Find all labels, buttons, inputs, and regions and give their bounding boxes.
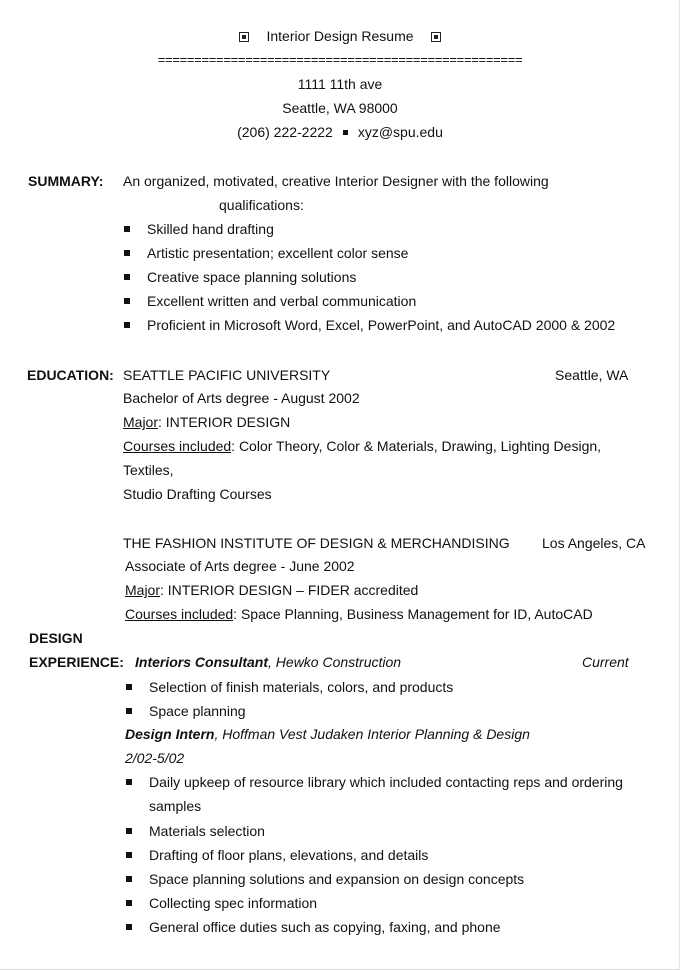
bullet-icon	[126, 900, 132, 906]
job-dates: 2/02-5/02	[125, 750, 185, 766]
job-title: Design Intern	[125, 726, 215, 742]
major-value: : INTERIOR DESIGN	[158, 414, 291, 430]
duty-item: Drafting of floor plans, elevations, and details	[149, 847, 429, 863]
qualification-item: Proficient in Microsoft Word, Excel, PowerPoint, and AutoCAD 2000 & 2002	[147, 317, 616, 333]
courses-line	[123, 437, 601, 455]
bullet-icon	[124, 250, 130, 256]
bullet-icon	[124, 322, 130, 328]
school-location: Los Angeles, CA	[542, 535, 646, 551]
bullet-icon	[126, 924, 132, 930]
degree: Associate of Arts degree - June 2002	[125, 558, 355, 574]
job-title: Interiors Consultant	[135, 654, 269, 670]
duty-item: Selection of finish materials, colors, and products	[149, 679, 454, 695]
major-line	[125, 581, 418, 599]
courses-label: Courses included	[125, 606, 234, 622]
address-line-1: 1111 11th ave	[297, 76, 383, 92]
qualification-item: Artistic presentation; excellent color sense	[147, 245, 409, 261]
courses-line-continued: Textiles,	[123, 462, 174, 478]
bullet-icon	[126, 876, 132, 882]
job-title-line	[135, 653, 401, 671]
duty-item: Daily upkeep of resource library which included contacting reps and ordering	[149, 774, 623, 790]
job-employer: , Hoffman Vest Judaken Interior Planning & Design	[214, 726, 530, 742]
job-dates: Current	[582, 654, 629, 670]
major-line	[123, 413, 290, 431]
extra-courses: Studio Drafting Courses	[123, 486, 272, 502]
experience-heading-line-1: DESIGN	[29, 630, 83, 646]
duty-item: Collecting spec information	[149, 895, 318, 911]
qualification-item: Skilled hand drafting	[147, 221, 274, 237]
courses-label: Courses included	[123, 438, 232, 454]
bullet-icon	[124, 226, 130, 232]
courses-value: : Space Planning, Business Management for ID, AutoCAD	[233, 606, 593, 622]
summary-intro-line-2: qualifications:	[219, 197, 304, 213]
school-name: THE FASHION INSTITUTE OF DESIGN & MERCHANDISING	[123, 535, 510, 551]
qualification-item: Creative space planning solutions	[147, 269, 357, 285]
bullet-icon	[126, 684, 132, 690]
duty-item-continued: samples	[149, 798, 202, 814]
contact-line	[0, 123, 680, 141]
summary-intro-line-1: An organized, motivated, creative Interior Designer with the following	[123, 173, 549, 189]
qualification-item: Excellent written and verbal communication	[147, 293, 417, 309]
major-label: Major	[123, 414, 159, 430]
checkbox-bullet-icon	[431, 32, 441, 42]
duty-item: Space planning	[149, 703, 246, 719]
separator-bullet-icon	[343, 130, 348, 135]
summary-heading: SUMMARY:	[28, 173, 104, 189]
duty-item: Space planning solutions and expansion on design concepts	[149, 871, 525, 887]
bullet-icon	[126, 779, 132, 785]
address-line-2: Seattle, WA 98000	[282, 100, 398, 116]
courses-value: : Color Theory, Color & Materials, Drawing, Lighting Design,	[231, 438, 602, 454]
email-address: xyz@spu.edu	[357, 124, 443, 140]
education-heading: EDUCATION:	[27, 367, 114, 383]
resume-title: Interior Design Resume	[0, 27, 680, 45]
job-employer: , Hewko Construction	[268, 654, 402, 670]
major-value: : INTERIOR DESIGN – FIDER accredited	[160, 582, 419, 598]
courses-line	[125, 605, 593, 623]
experience-heading-line-2: EXPERIENCE:	[29, 654, 124, 670]
bullet-icon	[124, 298, 130, 304]
header-rule: ==================================================	[157, 52, 523, 67]
job-title-line	[125, 725, 530, 743]
major-label: Major	[125, 582, 161, 598]
bullet-icon	[126, 852, 132, 858]
bullet-icon	[126, 708, 132, 714]
checkbox-bullet-icon	[239, 32, 249, 42]
school-location: Seattle, WA	[555, 367, 629, 383]
degree: Bachelor of Arts degree - August 2002	[123, 390, 360, 406]
bullet-icon	[126, 828, 132, 834]
phone-number: (206) 222-2222	[237, 124, 333, 140]
bullet-icon	[124, 274, 130, 280]
duty-item: Materials selection	[149, 823, 265, 839]
school-name: SEATTLE PACIFIC UNIVERSITY	[123, 367, 331, 383]
duty-item: General office duties such as copying, faxing, and phone	[149, 919, 501, 935]
